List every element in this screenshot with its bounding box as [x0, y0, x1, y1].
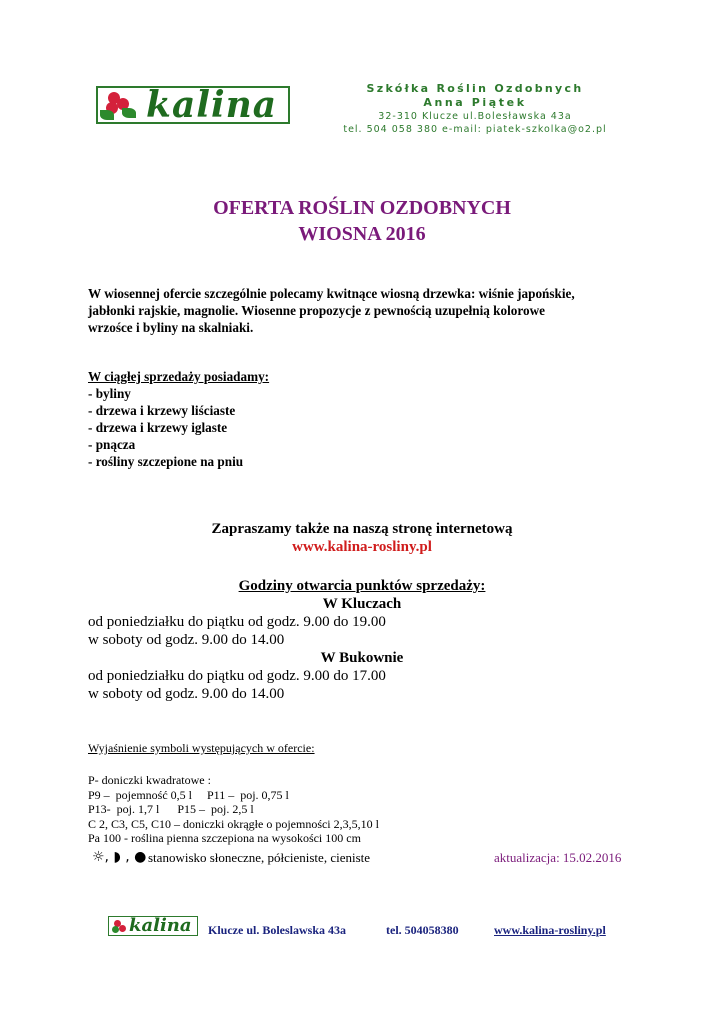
flower-icon [109, 918, 129, 934]
legend-line: Pa 100 - roślina pienna szczepiona na wysokości 100 cm [88, 831, 361, 845]
company-contact: tel. 504 058 380 e-mail: piatek-szkolka@o2.pl [343, 124, 607, 135]
intro-line: jabłonki rajskie, magnolie. Wiosenne propozycje z pewnością uzupełnią kolorowe [88, 303, 545, 318]
intro-paragraph [88, 285, 648, 336]
legend-line: P9 – pojemność 0,5 l P11 – poj. 0,75 l [88, 787, 289, 802]
hours-saturday-bukownie: w soboty od godz. 9.00 do 14.00 [88, 686, 285, 702]
list-item: - drzewa i krzewy iglaste [88, 420, 228, 435]
owner-name: Anna Piątek [423, 96, 527, 109]
footer-website-link[interactable]: www.kalina-rosliny.pl [494, 923, 606, 937]
hours-weekdays-bukownie: od poniedziałku do piątku od godz. 9.00 do 17.00 [88, 668, 386, 684]
hours-weekdays-kluczach: od poniedziałku do piątku od godz. 9.00 do 19.00 [88, 614, 386, 630]
location-bukownie: W Bukownie [320, 650, 404, 666]
footer-logo [108, 916, 198, 936]
website-link[interactable]: www.kalina-rosliny.pl [292, 539, 432, 555]
hours-heading: Godziny otwarcia punktów sprzedaży: [238, 578, 486, 594]
page-title: OFERTA ROŚLIN OZDOBNYCH [213, 197, 511, 219]
intro-line: wrzośce i byliny na skalniaki. [88, 320, 254, 335]
location-kluczach: W Kluczach [322, 596, 402, 612]
page-subtitle: WIOSNA 2016 [298, 223, 426, 245]
flower-icon [98, 88, 142, 122]
list-item: - pnącza [88, 437, 136, 452]
legend-line: P- doniczki kwadratowe : [88, 773, 211, 787]
hours-saturday-kluczach: w soboty od godz. 9.00 do 14.00 [88, 632, 285, 648]
sale-heading: W ciągłej sprzedaży posiadamy: [88, 369, 270, 384]
sale-list [88, 368, 488, 470]
company-info [330, 82, 620, 136]
sun-shade-icon: ☼, ◗ , ● [92, 849, 147, 865]
legend-heading: Wyjaśnienie symboli występujących w ofercie: [88, 741, 315, 755]
update-date: aktualizacja: 15.02.2016 [494, 850, 622, 865]
invite-text: Zapraszamy także na naszą stronę internetową [211, 521, 513, 537]
symbols-description: stanowisko słoneczne, półcieniste, cieniste [148, 850, 371, 865]
footer-address: Klucze ul. Boleslawska 43a [208, 923, 347, 937]
list-item: - rośliny szczepione na pniu [88, 454, 244, 469]
legend-line: P13- poj. 1,7 l P15 – poj. 2,5 l [88, 802, 254, 816]
footer-phone: tel. 504058380 [386, 923, 459, 937]
company-address: 32-310 Klucze ul.Bolesławska 43a [378, 111, 572, 122]
logo-text: kalina [146, 84, 278, 126]
header-logo [96, 86, 290, 124]
footer-logo-text: kalina [129, 915, 192, 936]
list-item: - byliny [88, 386, 131, 401]
company-name: Szkółka Roślin Ozdobnych [366, 82, 584, 95]
list-item: - drzewa i krzewy liściaste [88, 403, 236, 418]
legend-line: C 2, C3, C5, C10 – doniczki okrągłe o pojemności 2,3,5,10 l [88, 816, 379, 831]
intro-line: W wiosennej ofercie szczególnie polecamy kwitnące wiosną drzewka: wiśnie japońskie, [88, 286, 575, 301]
